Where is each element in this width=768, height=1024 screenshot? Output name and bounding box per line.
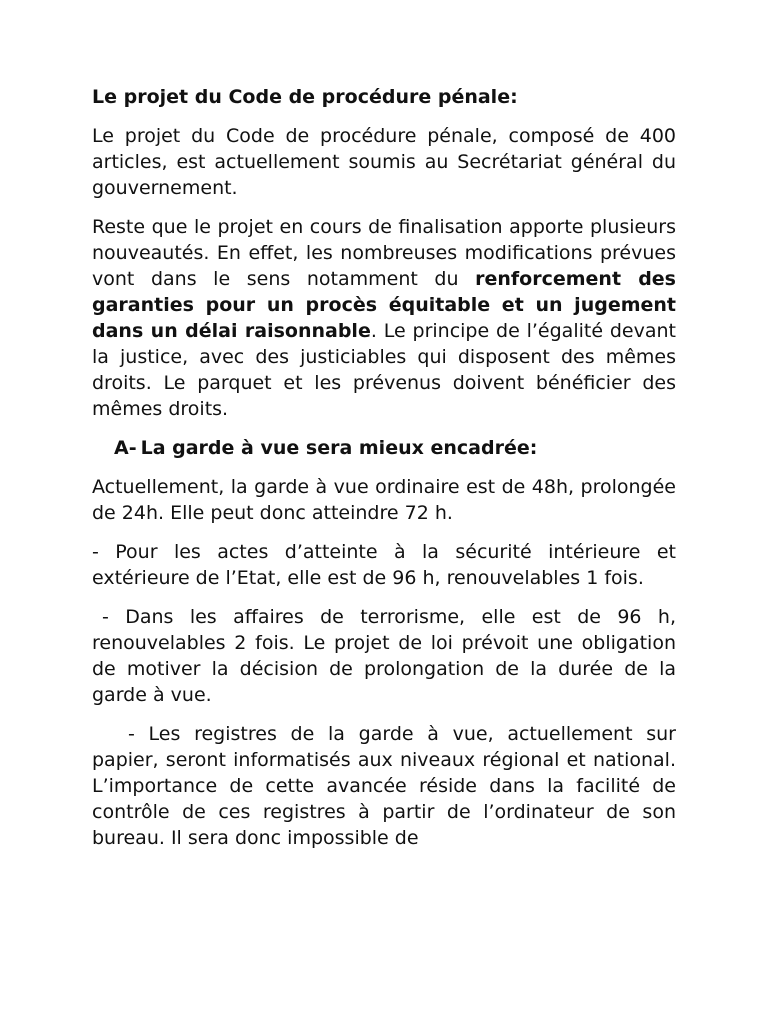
paragraph-novelties: [92, 214, 676, 422]
paragraph-intro: Le projet du Code de procédure pénale, composé de 400 articles, est actuellement soumis au Secrétariat général du gouvernement.: [92, 125, 676, 199]
paragraph-novelties-emphasis: renforcement des garanties pour un procès équitable et un jugement dans un délai raisonnable: [92, 268, 676, 342]
paragraph-novelties-lead: Reste que le projet en cours de finalisation apporte plusieurs nouveautés. En effet, les nombreuses modifications prévues vont dans le sens notamment du: [92, 216, 676, 290]
paragraph-state-security: - Pour les actes d’atteinte à la sécurité intérieure et extérieure de l’Etat, elle est de 96 h, renouvelables 1 fois.: [92, 541, 676, 589]
paragraph-novelties-tail: . Le principe de l’égalité devant la justice, avec des justiciables qui disposent des mêmes droits. Le parquet et les prévenus doivent bénéficier des mêmes droits.: [92, 320, 676, 420]
document-page: [92, 84, 676, 864]
document-title: Le projet du Code de procédure pénale:: [92, 86, 518, 108]
paragraph-terrorism: - Dans les affaires de terrorisme, elle est de 96 h, renouvelables 2 fois. Le projet de loi prévoit une obligation de motiver la décision de prolongation de la durée de la garde à vue.: [92, 606, 676, 706]
paragraph-current-custody: Actuellement, la garde à vue ordinaire est de 48h, prolongée de 24h. Elle peut donc atteindre 72 h.: [92, 476, 676, 524]
section-a-heading: [114, 435, 676, 461]
section-a-title: La garde à vue sera mieux encadrée:: [140, 437, 538, 459]
paragraph-registers: - Les registres de la garde à vue, actuellement sur papier, seront informatisés aux niveaux régional et national. L’importance de cette avancée réside dans la facilité de contrôle de ces registres à partir de l’ordinateur de son bureau. Il sera donc impossible de: [92, 723, 676, 849]
section-a-letter: A-: [114, 437, 137, 459]
